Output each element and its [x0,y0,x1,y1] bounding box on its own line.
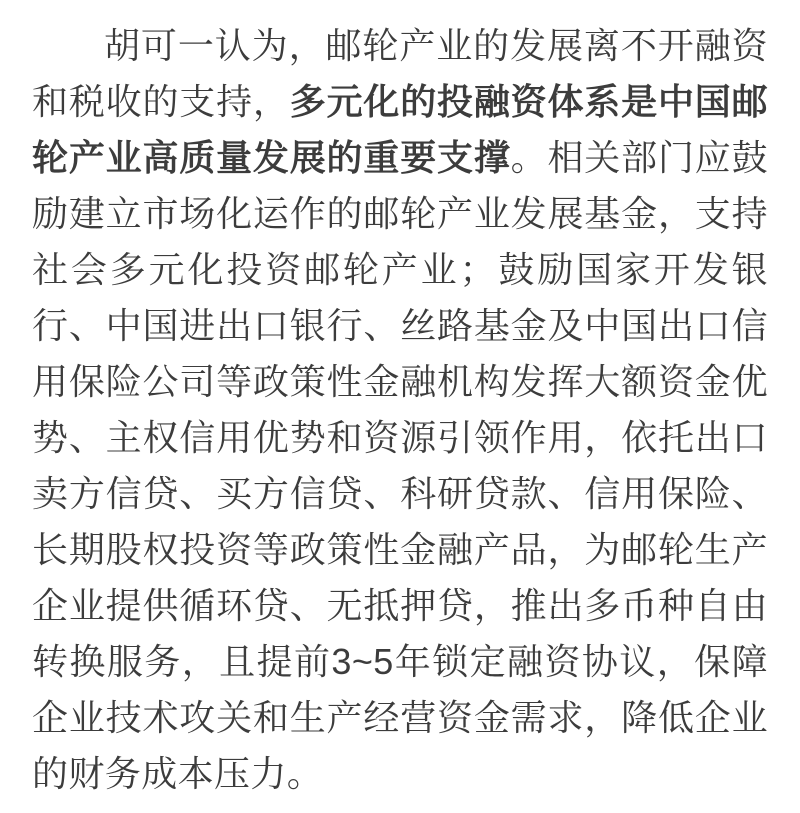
body-text: 。相关部门应鼓励建立市场化运作的邮轮产业发展基金，支持社会多元化投资邮轮产业；鼓励国家开发银行、中国进出口银行、丝路基金及中国出口信用保险公司等政策性金融机构发挥大额资金优势、主权信用优势和资源引领作用，依托出口卖方信贷、买方信贷、科研贷款、信用保险、长期股权投资等政策性金融产品，为邮轮生产企业提供循环贷、无抵押贷，推出多币种自由转换服务，且提前3~5年锁定融资协议，保障企业技术攻关和生产经营资金需求，降低企业的财务成本压力。 [32,137,768,794]
emphasis-text: 多元化的投融资体系是中国邮轮产业高质量发展的重要支撑 [32,81,768,178]
body-text: 胡可一认为，邮轮产业的发展离不开融资和税收的支持， [32,25,768,122]
article-paragraph [32,18,768,802]
